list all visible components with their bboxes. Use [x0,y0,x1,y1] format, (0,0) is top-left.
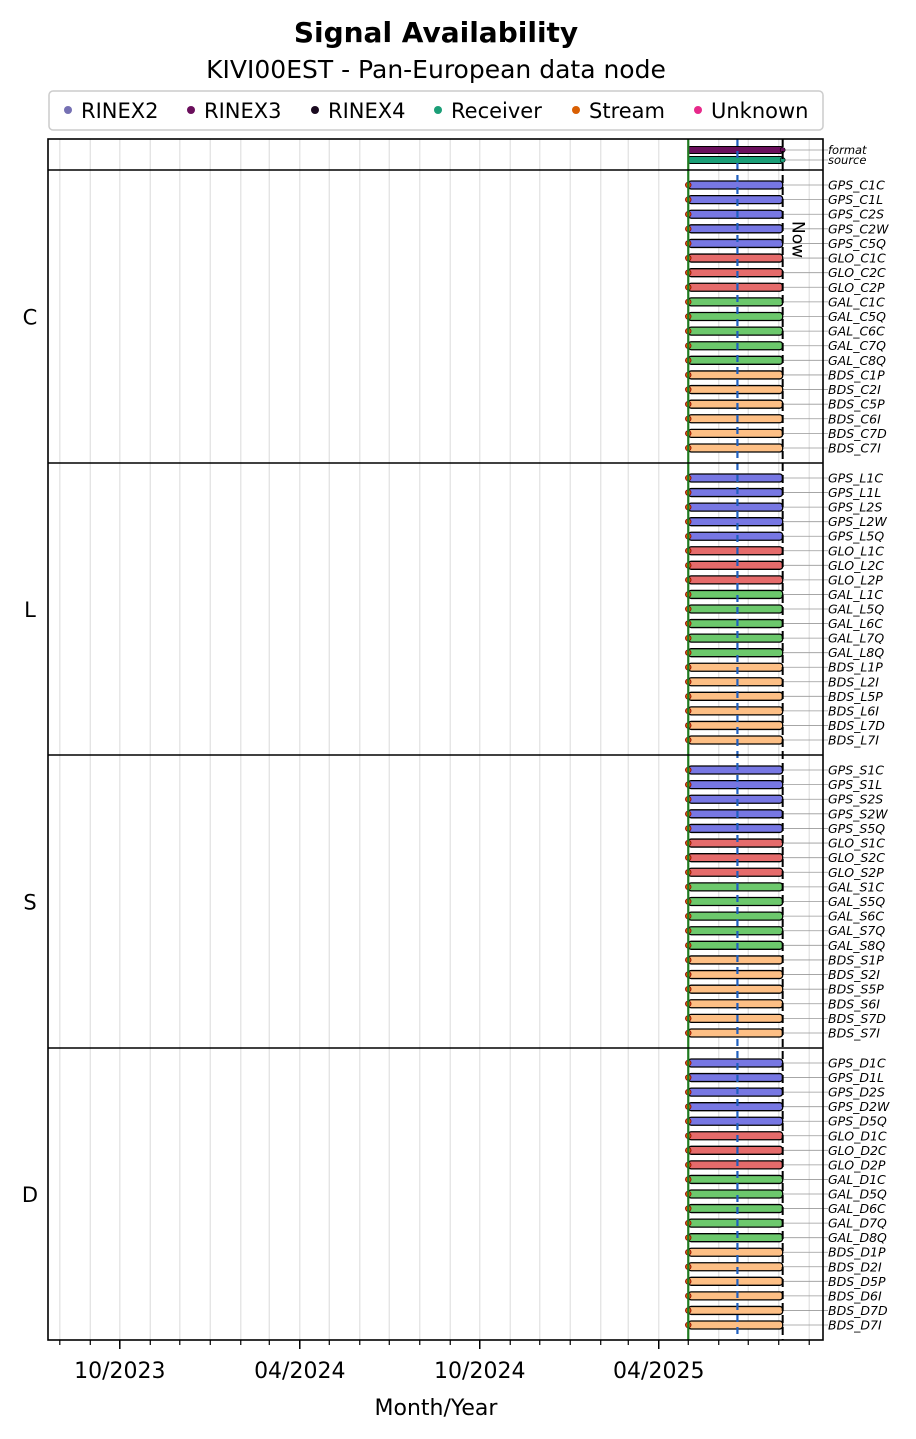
signal-label: GLO_S1C [828,835,885,851]
group-label-l: L [24,598,36,622]
bar-gal_d5q [688,1190,782,1198]
bar-bds_d6i [688,1292,782,1300]
signal-label: GLO_C1C [828,250,886,266]
signal-label: GAL_L1C [828,586,884,602]
signal-label: GPS_C1C [828,177,885,193]
signal-label: BDS_D7D [828,1302,888,1318]
signal-label: GPS_S2W [828,806,888,822]
bar-gal_c1c [688,298,782,306]
chart-title: Signal Availability [293,16,579,49]
signal-label: GLO_D2P [828,1157,886,1173]
signal-label: GLO_S2P [828,864,884,880]
signal-label: BDS_C6I [828,411,881,427]
signal-label: GPS_S1L [828,777,883,793]
bar-bds_c7d [688,429,782,437]
signal-label: GLO_D1C [828,1128,887,1144]
signal-label: GAL_D1C [828,1171,886,1187]
signal-label: BDS_S7I [828,1025,880,1041]
signal-label: GAL_D8Q [828,1230,887,1246]
legend-label-receiver: Receiver [451,99,542,123]
bar-glo_c2p [688,283,782,291]
bar-bds_d7d [688,1306,782,1314]
signal-label: BDS_D5P [828,1273,886,1289]
x-tick-label: 10/2024 [434,1359,526,1384]
bar-bds_s6i [688,1000,782,1008]
bar-gps_l5q [688,532,782,540]
signal-label: GPS_D1L [828,1070,884,1086]
bar-gal_l6c [688,620,782,628]
bar-gps_d2w [688,1103,782,1111]
signal-label: GLO_L2P [828,572,883,588]
bar-glo_c1c [688,254,782,262]
signal-label: BDS_D7I [828,1317,882,1333]
x-axis [60,1340,809,1384]
bar-gps_c1c [688,181,782,189]
legend-label-stream: Stream [589,99,665,123]
bar-gps_d2s [688,1088,782,1096]
legend-marker-unknown [694,106,702,114]
signal-label: BDS_C7D [828,425,887,441]
row-label-format: format [828,143,867,157]
bar-gal_c7q [688,342,782,350]
signal-label: GPS_L2W [828,514,887,530]
signal-label: GAL_L7Q [828,630,885,646]
bar-source [688,157,782,164]
legend [49,91,823,130]
signal-label: BDS_C5P [828,396,885,412]
signal-label: GAL_C5Q [828,309,886,324]
bar-bds_l6i [688,707,782,715]
signal-label: GPS_S1C [828,762,885,778]
bar-gal_c6c [688,327,782,335]
signal-label: GAL_C6C [828,323,885,339]
bar-bds_c7i [688,444,782,452]
signal-label: GAL_D5Q [828,1186,887,1202]
bar-bds_s7i [688,1029,782,1037]
signal-label: BDS_C7I [828,440,881,456]
signal-label: GPS_C2S [828,206,885,222]
legend-marker-rinex4 [311,106,319,114]
bar-gps_s1c [688,766,782,774]
signal-label: GLO_L2C [828,557,884,573]
signal-label: GPS_L2S [828,499,883,515]
legend-marker-rinex3 [187,106,195,114]
row-label-source: source [828,153,867,167]
bar-gps_c2s [688,210,782,218]
bar-bds_d5p [688,1277,782,1285]
x-tick-label: 04/2025 [613,1359,705,1384]
bar-gps_c2w [688,225,782,233]
signal-label: GPS_L5Q [828,528,885,544]
bar-gal_d1c [688,1175,782,1183]
signal-label: BDS_C1P [828,367,885,383]
signal-label: GLO_C2C [828,265,886,281]
bar-glo_s2c [688,854,782,862]
signal-label: GAL_S1C [828,879,885,895]
group-label-d: D [21,1183,39,1207]
bars-layer [685,147,828,1330]
bar-gal_c8q [688,356,782,364]
bar-glo_l1c [688,547,782,555]
bar-gal_s5q [688,898,782,906]
x-tick-label: 10/2023 [74,1359,166,1384]
bar-bds_s7d [688,1014,782,1022]
signal-label: BDS_L2I [828,674,879,690]
signal-label: BDS_L5P [828,688,883,704]
signal-label: GPS_D2W [828,1099,890,1115]
bar-gal_s8q [688,941,782,949]
bar-gal_s7q [688,927,782,935]
signal-label: BDS_C2I [828,382,881,398]
bar-gps_d1l [688,1074,782,1082]
bar-glo_l2p [688,576,782,584]
bar-glo_d2p [688,1161,782,1169]
signal-label: GAL_S7Q [828,923,886,939]
legend-marker-receiver [434,106,442,114]
signal-label: GPS_C5Q [828,235,886,251]
now-label: Now [787,221,808,259]
signal-label: BDS_L1P [828,659,883,675]
signal-label: GAL_S5Q [828,894,886,909]
legend-marker-stream [572,106,580,114]
signal-label: BDS_S2I [828,967,880,983]
bar-bds_s2i [688,971,782,979]
x-axis-label: Month/Year [374,1396,498,1421]
signal-label: GPS_D1C [828,1055,886,1071]
signal-label: BDS_L7D [828,717,885,733]
signal-label: GAL_D7Q [828,1215,887,1231]
bar-gps_l1c [688,474,782,482]
signal-label: GPS_D5Q [828,1113,887,1129]
bar-gps_s1l [688,781,782,789]
bar-bds_l7d [688,721,782,729]
signal-label: GAL_D6C [828,1201,886,1217]
signal-label: GAL_L6C [828,616,884,632]
signal-label: BDS_L6I [828,703,879,719]
signal-label: BDS_D6I [828,1288,882,1304]
bar-gps_l2s [688,503,782,511]
signal-label: GPS_C1L [828,192,884,208]
bar-bds_d1p [688,1248,782,1256]
legend-label-rinex2: RINEX2 [81,99,159,123]
signal-label: GAL_S6C [828,908,885,924]
signal-label: GAL_L5Q [828,601,885,617]
bar-gal_l1c [688,590,782,598]
signal-label: BDS_S1P [828,952,884,968]
bar-bds_l1p [688,663,782,671]
group-label-s: S [23,890,37,915]
bar-gal_l8q [688,649,782,657]
signal-label: GAL_C8Q [828,352,886,368]
legend-marker-rinex2 [64,106,72,114]
signal-label: GLO_D2C [828,1142,887,1158]
bar-glo_s2p [688,868,782,876]
signal-label: GLO_S2C [828,850,885,866]
bar-gps_l2w [688,518,782,526]
bar-bds_c1p [688,371,782,379]
bar-bds_d7i [688,1321,782,1329]
signal-label: GPS_L1C [828,470,884,486]
bar-bds_c5p [688,400,782,408]
legend-label-rinex4: RINEX4 [328,99,406,123]
chart-subtitle: KIVI00EST - Pan-European data node [206,55,666,84]
signal-label: BDS_L7I [828,732,879,748]
group-label-c: C [22,305,38,330]
bar-bds_s5p [688,985,782,993]
signal-label: BDS_D2I [828,1259,882,1275]
signal-label: GPS_S2S [828,791,884,807]
bar-gps_c1l [688,196,782,204]
signal-label: GPS_S5Q [828,820,886,836]
signal-label: BDS_S6I [828,996,880,1012]
bar-gps_d1c [688,1059,782,1067]
bar-gps_s2s [688,795,782,803]
bar-bds_c6i [688,415,782,423]
legend-label-rinex3: RINEX3 [204,99,282,123]
bar-gps_l1l [688,489,782,497]
signal-label: GLO_L1C [828,543,884,559]
bar-bds_l5p [688,692,782,700]
signal-label: BDS_D1P [828,1244,886,1260]
bar-glo_c2c [688,269,782,277]
bar-glo_d1c [688,1132,782,1140]
bar-gps_s2w [688,810,782,818]
bar-glo_d2c [688,1146,782,1154]
signal-label: GAL_C1C [828,294,885,310]
bar-gps_c5q [688,239,782,247]
signal-label: BDS_S7D [828,1010,886,1026]
signal-label: GPS_C2W [828,221,889,237]
bar-gal_l5q [688,605,782,613]
bar-gal_c5q [688,313,782,321]
x-tick-label: 04/2024 [254,1359,346,1384]
bar-gal_d8q [688,1234,782,1242]
signal-label: GAL_C7Q [828,338,886,354]
bar-bds_s1p [688,956,782,964]
bar-gps_d5q [688,1117,782,1125]
signal-label: GAL_L8Q [828,645,885,661]
bar-format [688,147,782,154]
legend-label-unknown: Unknown [711,99,809,123]
signal-label: GLO_C2P [828,279,885,295]
signal-label: GAL_S8Q [828,937,886,953]
bar-bds_d2i [688,1263,782,1271]
bar-bds_l7i [688,736,782,744]
bar-bds_c2i [688,386,782,394]
bar-gal_d6c [688,1205,782,1213]
bar-bds_l2i [688,678,782,686]
plot-area [48,139,828,1340]
bar-gal_s1c [688,883,782,891]
signal-label: GPS_L1L [828,485,882,501]
bar-gps_s5q [688,824,782,832]
signal-label: GPS_D2S [828,1084,885,1100]
signal-label: BDS_S5P [828,981,884,997]
bar-glo_l2c [688,561,782,569]
bar-glo_s1c [688,839,782,847]
bar-gal_d7q [688,1219,782,1227]
bar-gal_s6c [688,912,782,920]
bar-gal_l7q [688,634,782,642]
